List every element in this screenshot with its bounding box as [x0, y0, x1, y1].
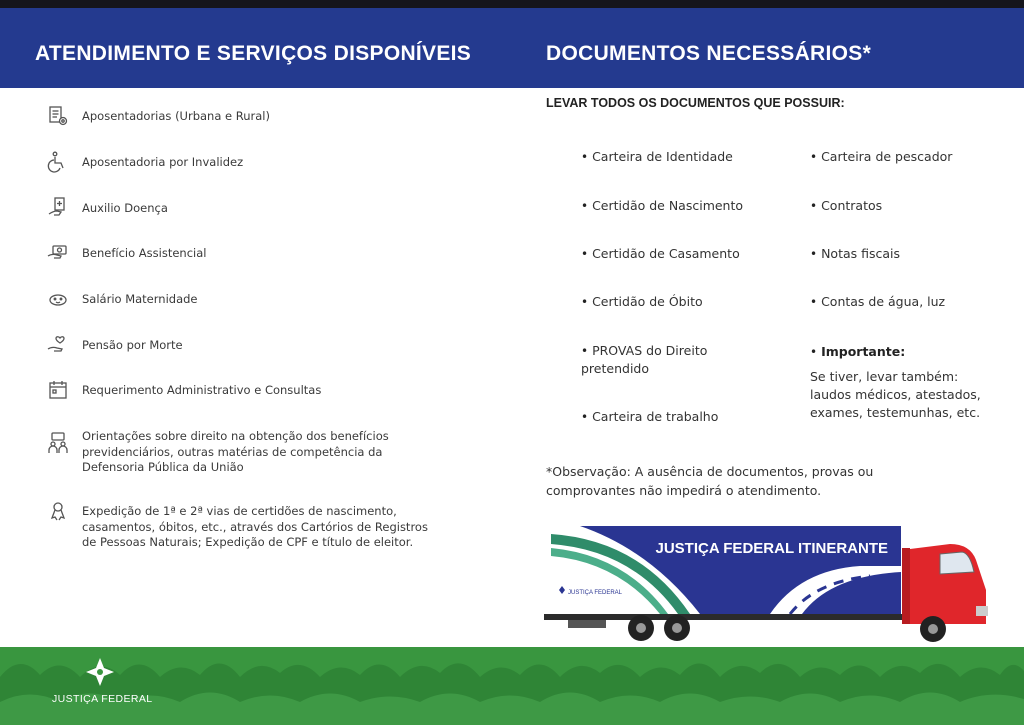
document-label: Certidão de Nascimento: [592, 198, 744, 213]
truck-chassis: [544, 614, 964, 620]
document-label: Contas de água, luz: [821, 294, 946, 309]
service-item: [46, 338, 446, 357]
header-band: [0, 8, 1024, 88]
hand-money-icon: [46, 241, 70, 265]
hand-heart-icon: [46, 333, 70, 357]
bullet: •: [810, 150, 818, 164]
document-label: Carteira de trabalho: [592, 409, 719, 424]
truck-small-logo-text: JUSTIÇA FEDERAL: [568, 590, 623, 596]
document-label: PROVAS do Direito pretendido: [581, 343, 708, 376]
document-item: [581, 148, 761, 166]
important-text: Se tiver, levar também: laudos médicos, atestados, exames, testemunhas, etc.: [810, 369, 981, 420]
calendar-icon: [46, 378, 70, 402]
document-label: Certidão de Óbito: [592, 294, 703, 309]
service-label: Aposentadorias (Urbana e Rural): [82, 109, 270, 123]
service-item: [46, 383, 446, 402]
service-label: Auxilio Doença: [82, 201, 168, 215]
service-item: [46, 201, 446, 220]
document-item: [810, 197, 990, 215]
service-label: Benefício Assistencial: [82, 246, 207, 260]
bullet: •: [581, 150, 589, 164]
service-label: Orientações sobre direito na obtenção dos benefícios previdenciários, outras matérias de competência da Defensoria Pública da União: [82, 429, 389, 474]
baby-icon: [46, 287, 70, 311]
document-item: [581, 245, 761, 263]
medical-document-icon: [46, 196, 70, 220]
observation-note: *Observação: A ausência de documentos, provas ou comprovantes não impedirá o atendimento.: [546, 464, 874, 498]
bullet: •: [810, 345, 818, 359]
service-item: [46, 155, 446, 174]
truck-banner-text: JUSTIÇA FEDERAL ITINERANTE: [655, 540, 888, 557]
top-dark-bar: [0, 0, 1024, 8]
truck-skirt: [568, 620, 606, 628]
people-chat-icon: [46, 431, 70, 455]
document-item: [810, 245, 990, 263]
important-label: Importante:: [821, 344, 906, 359]
bullet: •: [581, 199, 589, 213]
bullet: •: [581, 344, 589, 358]
footer-logo-text: JUSTIÇA FEDERAL: [52, 693, 153, 705]
service-label: Requerimento Administrativo e Consultas: [82, 383, 322, 397]
documents-instruction: LEVAR TODOS OS DOCUMENTOS QUE POSSUIR:: [546, 96, 845, 110]
document-label: Notas fiscais: [821, 246, 901, 261]
certificate-icon: [46, 499, 70, 523]
bullet: •: [581, 295, 589, 309]
document-label: Carteira de Identidade: [592, 149, 733, 164]
document-label: Carteira de pescador: [821, 149, 953, 164]
document-label: Certidão de Casamento: [592, 246, 740, 261]
documents-heading: DOCUMENTOS NECESSÁRIOS*: [546, 42, 872, 65]
bullet: •: [581, 247, 589, 261]
bullet: •: [810, 199, 818, 213]
cab-side: [902, 548, 910, 624]
bullet: •: [810, 247, 818, 261]
service-label: Expedição de 1ª e 2ª vias de certidões de nascimento, casamentos, óbitos, etc., através dos Cartórios de Registros de Pessoas Naturais; Expedição de CPF e título de eleitor.: [82, 504, 428, 549]
service-label: Pensão por Morte: [82, 338, 183, 352]
services-heading: ATENDIMENTO E SERVIÇOS DISPONÍVEIS: [35, 42, 472, 65]
document-item: [581, 408, 761, 426]
important-heading: [810, 343, 990, 361]
document-stamp-icon: [46, 104, 70, 128]
service-item: [46, 429, 446, 476]
service-label: Salário Maternidade: [82, 292, 198, 306]
cab-bumper: [976, 606, 988, 616]
truck-illustration: [540, 520, 1000, 655]
document-item: [581, 342, 731, 378]
document-label: Contratos: [821, 198, 883, 213]
service-item: [46, 246, 446, 265]
wheelchair-icon: [46, 150, 70, 174]
service-item: [46, 109, 446, 128]
document-item: [581, 197, 761, 215]
bullet: •: [810, 295, 818, 309]
document-item: [581, 293, 761, 311]
service-label: Aposentadoria por Invalidez: [82, 155, 244, 169]
document-item: [810, 293, 990, 311]
document-item: [810, 148, 990, 166]
service-item: [46, 504, 446, 551]
service-item: [46, 292, 446, 311]
bullet: •: [581, 410, 589, 424]
